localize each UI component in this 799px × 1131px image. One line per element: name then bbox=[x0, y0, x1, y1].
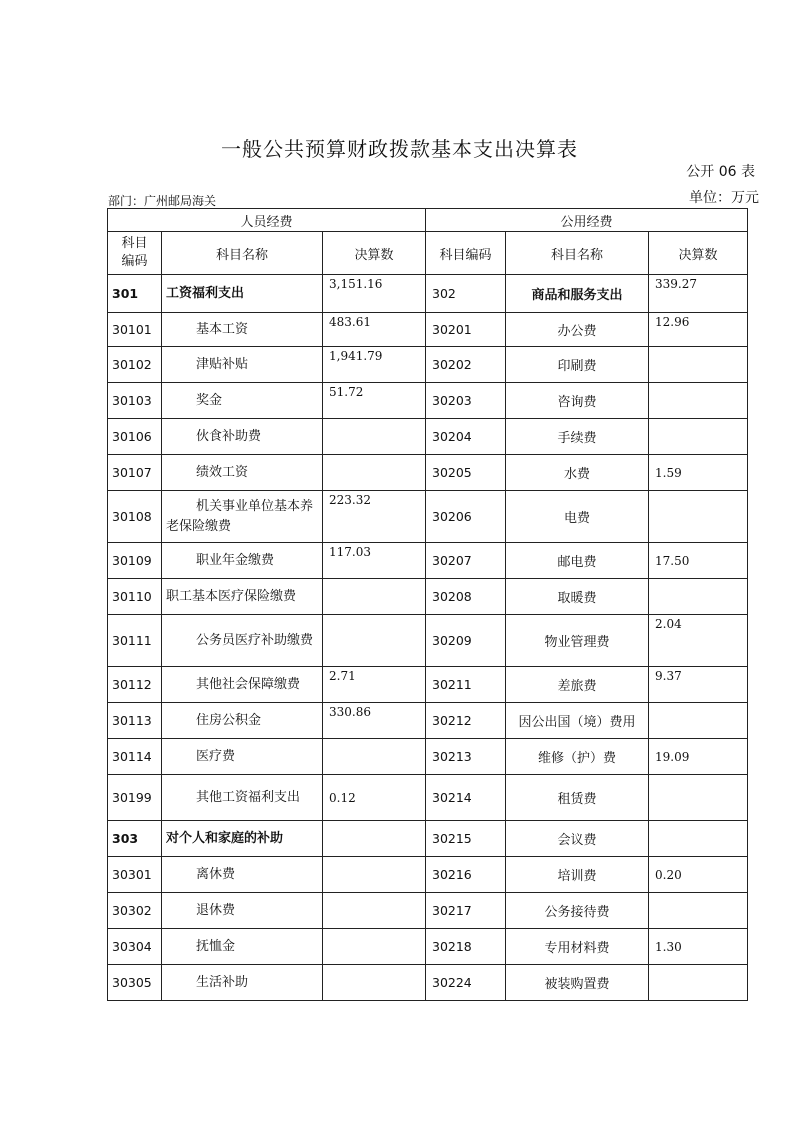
public-amount-cell bbox=[649, 347, 748, 383]
personnel-code-cell: 303 bbox=[108, 821, 162, 857]
personnel-code-cell: 30108 bbox=[108, 491, 162, 543]
group-header-public: 公用经费 bbox=[426, 209, 748, 232]
public-code-cell: 30211 bbox=[426, 667, 506, 703]
public-name-cell: 商品和服务支出 bbox=[506, 275, 649, 313]
table-row bbox=[108, 455, 748, 491]
table-row bbox=[108, 275, 748, 313]
personnel-name-cell: 离休费 bbox=[162, 857, 323, 893]
table-row bbox=[108, 419, 748, 455]
public-code-cell: 30206 bbox=[426, 491, 506, 543]
public-code-cell: 30208 bbox=[426, 579, 506, 615]
personnel-name-cell: 基本工资 bbox=[162, 313, 323, 347]
public-amount-cell: 2.04 bbox=[649, 615, 748, 667]
public-amount-cell bbox=[649, 419, 748, 455]
personnel-name-cell: 奖金 bbox=[162, 383, 323, 419]
public-amount-cell: 0.20 bbox=[649, 857, 748, 893]
personnel-name-cell: 医疗费 bbox=[162, 739, 323, 775]
public-amount-cell: 17.50 bbox=[649, 543, 748, 579]
personnel-amount-cell bbox=[323, 739, 426, 775]
column-header-amount: 决算数 bbox=[323, 232, 426, 275]
table-row bbox=[108, 667, 748, 703]
public-name-cell: 取暖费 bbox=[506, 579, 649, 615]
personnel-amount-cell bbox=[323, 965, 426, 1001]
table-row bbox=[108, 347, 748, 383]
table-row bbox=[108, 543, 748, 579]
personnel-code-cell: 30109 bbox=[108, 543, 162, 579]
public-name-cell: 水费 bbox=[506, 455, 649, 491]
public-code-cell: 30218 bbox=[426, 929, 506, 965]
personnel-name-cell: 绩效工资 bbox=[162, 455, 323, 491]
public-amount-cell bbox=[649, 893, 748, 929]
personnel-amount-cell: 51.72 bbox=[323, 383, 426, 419]
public-amount-cell bbox=[649, 965, 748, 1001]
department-label: 部门：广州邮局海关 bbox=[108, 194, 217, 208]
personnel-name-cell: 公务员医疗补助缴费 bbox=[162, 615, 323, 667]
table-row bbox=[108, 965, 748, 1001]
personnel-code-cell: 30305 bbox=[108, 965, 162, 1001]
personnel-amount-cell bbox=[323, 929, 426, 965]
public-name-cell: 电费 bbox=[506, 491, 649, 543]
personnel-name-cell: 职工基本医疗保险缴费 bbox=[162, 579, 323, 615]
public-name-cell: 培训费 bbox=[506, 857, 649, 893]
personnel-code-cell: 30106 bbox=[108, 419, 162, 455]
public-amount-cell bbox=[649, 491, 748, 543]
personnel-name-cell: 津贴补贴 bbox=[162, 347, 323, 383]
personnel-name-cell: 工资福利支出 bbox=[162, 275, 323, 313]
table-row bbox=[108, 383, 748, 419]
personnel-code-cell: 30113 bbox=[108, 703, 162, 739]
page-title: 一般公共预算财政拨款基本支出决算表 bbox=[221, 137, 578, 161]
personnel-name-cell: 生活补助 bbox=[162, 965, 323, 1001]
form-number: 公开 06 表 bbox=[686, 164, 755, 180]
personnel-amount-cell bbox=[323, 821, 426, 857]
public-amount-cell: 1.59 bbox=[649, 455, 748, 491]
public-code-cell: 30216 bbox=[426, 857, 506, 893]
public-code-cell: 30224 bbox=[426, 965, 506, 1001]
table-row bbox=[108, 313, 748, 347]
public-amount-cell: 339.27 bbox=[649, 275, 748, 313]
public-code-cell: 30213 bbox=[426, 739, 506, 775]
expenditure-table bbox=[107, 208, 748, 1001]
public-name-cell: 印刷费 bbox=[506, 347, 649, 383]
personnel-code-cell: 30114 bbox=[108, 739, 162, 775]
public-amount-cell bbox=[649, 821, 748, 857]
public-code-cell: 30207 bbox=[426, 543, 506, 579]
personnel-amount-cell bbox=[323, 893, 426, 929]
personnel-name-cell: 对个人和家庭的补助 bbox=[162, 821, 323, 857]
public-name-cell: 物业管理费 bbox=[506, 615, 649, 667]
personnel-name-cell: 职业年金缴费 bbox=[162, 543, 323, 579]
personnel-code-cell: 30302 bbox=[108, 893, 162, 929]
personnel-amount-cell: 483.61 bbox=[323, 313, 426, 347]
personnel-code-cell: 30304 bbox=[108, 929, 162, 965]
public-amount-cell bbox=[649, 775, 748, 821]
public-name-cell: 会议费 bbox=[506, 821, 649, 857]
table-row bbox=[108, 491, 748, 543]
personnel-amount-cell bbox=[323, 419, 426, 455]
public-name-cell: 维修（护）费 bbox=[506, 739, 649, 775]
column-header-code: 科目编码 bbox=[426, 232, 506, 275]
table-row bbox=[108, 821, 748, 857]
public-amount-cell: 19.09 bbox=[649, 739, 748, 775]
public-code-cell: 30209 bbox=[426, 615, 506, 667]
public-amount-cell bbox=[649, 579, 748, 615]
public-name-cell: 因公出国（境）费用 bbox=[506, 703, 649, 739]
public-amount-cell bbox=[649, 703, 748, 739]
personnel-code-cell: 30199 bbox=[108, 775, 162, 821]
personnel-amount-cell bbox=[323, 615, 426, 667]
personnel-amount-cell: 117.03 bbox=[323, 543, 426, 579]
public-code-cell: 30214 bbox=[426, 775, 506, 821]
table-row bbox=[108, 579, 748, 615]
table-row bbox=[108, 703, 748, 739]
personnel-code-cell: 30107 bbox=[108, 455, 162, 491]
table-row bbox=[108, 929, 748, 965]
personnel-code-cell: 30103 bbox=[108, 383, 162, 419]
personnel-amount-cell: 2.71 bbox=[323, 667, 426, 703]
public-name-cell: 咨询费 bbox=[506, 383, 649, 419]
public-amount-cell: 1.30 bbox=[649, 929, 748, 965]
personnel-code-cell: 30111 bbox=[108, 615, 162, 667]
personnel-name-cell: 退休费 bbox=[162, 893, 323, 929]
personnel-name-cell: 其他工资福利支出 bbox=[162, 775, 323, 821]
table-row bbox=[108, 615, 748, 667]
personnel-name-cell: 抚恤金 bbox=[162, 929, 323, 965]
personnel-name-cell: 机关事业单位基本养老保险缴费 bbox=[162, 491, 323, 543]
public-name-cell: 租赁费 bbox=[506, 775, 649, 821]
personnel-amount-cell: 1,941.79 bbox=[323, 347, 426, 383]
column-header-name: 科目名称 bbox=[506, 232, 649, 275]
unit-label: 单位：万元 bbox=[689, 190, 759, 206]
public-amount-cell bbox=[649, 383, 748, 419]
personnel-code-cell: 30112 bbox=[108, 667, 162, 703]
public-code-cell: 30215 bbox=[426, 821, 506, 857]
public-code-cell: 30203 bbox=[426, 383, 506, 419]
personnel-code-cell: 30301 bbox=[108, 857, 162, 893]
public-amount-cell: 12.96 bbox=[649, 313, 748, 347]
personnel-name-cell: 伙食补助费 bbox=[162, 419, 323, 455]
public-name-cell: 专用材料费 bbox=[506, 929, 649, 965]
group-header-personnel: 人员经费 bbox=[108, 209, 426, 232]
public-name-cell: 手续费 bbox=[506, 419, 649, 455]
personnel-amount-cell bbox=[323, 857, 426, 893]
public-code-cell: 30212 bbox=[426, 703, 506, 739]
personnel-amount-cell: 223.32 bbox=[323, 491, 426, 543]
public-code-cell: 302 bbox=[426, 275, 506, 313]
public-name-cell: 公务接待费 bbox=[506, 893, 649, 929]
personnel-amount-cell: 3,151.16 bbox=[323, 275, 426, 313]
personnel-amount-cell: 0.12 bbox=[323, 775, 426, 821]
table-row bbox=[108, 893, 748, 929]
public-code-cell: 30202 bbox=[426, 347, 506, 383]
column-header-amount: 决算数 bbox=[649, 232, 748, 275]
personnel-code-cell: 30110 bbox=[108, 579, 162, 615]
personnel-code-cell: 30101 bbox=[108, 313, 162, 347]
column-header-name: 科目名称 bbox=[162, 232, 323, 275]
personnel-code-cell: 30102 bbox=[108, 347, 162, 383]
public-code-cell: 30201 bbox=[426, 313, 506, 347]
public-code-cell: 30217 bbox=[426, 893, 506, 929]
public-name-cell: 被装购置费 bbox=[506, 965, 649, 1001]
public-amount-cell: 9.37 bbox=[649, 667, 748, 703]
personnel-code-cell: 301 bbox=[108, 275, 162, 313]
personnel-name-cell: 住房公积金 bbox=[162, 703, 323, 739]
personnel-amount-cell: 330.86 bbox=[323, 703, 426, 739]
public-code-cell: 30205 bbox=[426, 455, 506, 491]
public-name-cell: 差旅费 bbox=[506, 667, 649, 703]
column-header-code: 科目编码 bbox=[108, 232, 162, 275]
table-row bbox=[108, 739, 748, 775]
personnel-name-cell: 其他社会保障缴费 bbox=[162, 667, 323, 703]
personnel-amount-cell bbox=[323, 455, 426, 491]
public-code-cell: 30204 bbox=[426, 419, 506, 455]
public-name-cell: 邮电费 bbox=[506, 543, 649, 579]
table-row bbox=[108, 775, 748, 821]
personnel-amount-cell bbox=[323, 579, 426, 615]
table-row bbox=[108, 857, 748, 893]
public-name-cell: 办公费 bbox=[506, 313, 649, 347]
